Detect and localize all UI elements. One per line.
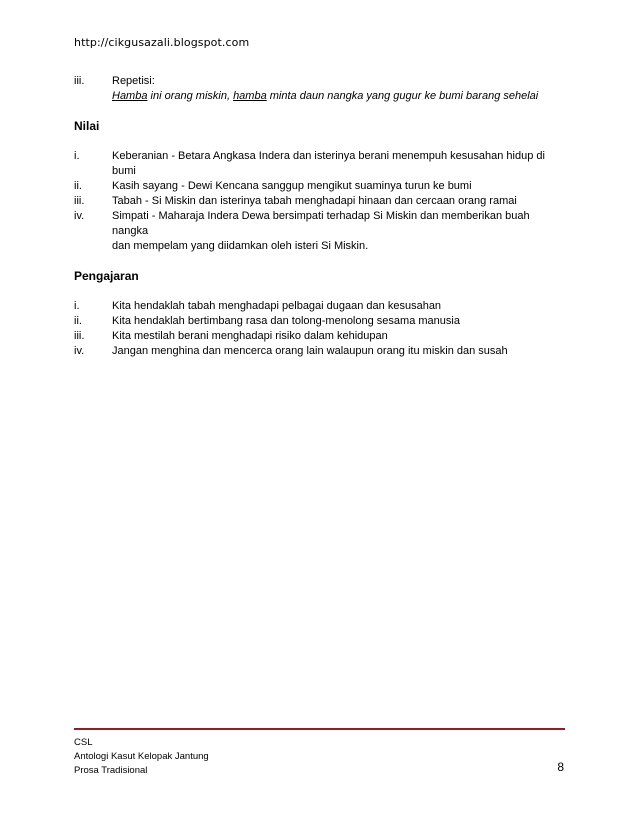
list-item [74,314,564,329]
list-item-continuation [74,239,564,254]
header-url: http://cikgusazali.blogspot.com [74,36,250,49]
list-number: iv. [74,345,85,357]
list-text: Jangan menghina dan mencerca orang lain walaupun orang itu miskin dan susah [112,345,508,357]
list-number: iv. [74,210,85,222]
repetisi-text [112,89,564,104]
repetisi-word-1: Hamba [112,90,148,102]
list-text: Kita hendaklah bertimbang rasa dan tolong-menolong sesama manusia [112,315,460,327]
list-item [74,344,564,359]
repetisi-word-3: hamba [233,90,267,102]
footer-line: Prosa Tradisional [74,765,148,776]
repetisi-label: Repetisi: [112,75,155,87]
list-text: Tabah - Si Miskin dan isterinya tabah menghadapi hinaan dan cercaan orang ramai [112,195,517,207]
list-number: i. [74,300,80,312]
page-content [74,74,564,359]
list-number: iii. [74,330,85,342]
list-number: iii. [74,75,85,87]
footer-line: CSL [74,737,93,748]
repetisi-word-2: ini orang miskin, [147,90,234,102]
list-text: Simpati - Maharaja Indera Dewa bersimpati terhadap Si Miskin dan memberikan buah nangka [112,210,530,237]
page-number: 8 [557,760,564,774]
list-item [74,329,564,344]
list-text: Kita mestilah berani menghadapi risiko dalam kehidupan [112,330,388,342]
list-item [74,179,564,194]
footer-line: Antologi Kasut Kelopak Jantung [74,751,209,762]
list-text: Kita hendaklah tabah menghadapi pelbagai dugaan dan kesusahan [112,300,442,312]
list-item [74,299,564,314]
list-item [74,149,564,179]
list-number: i. [74,150,80,162]
list-number: ii. [74,315,82,327]
repetisi-word-4: minta daun nangka yang gugur ke bumi barang sehelai [266,90,539,102]
footer [74,736,209,778]
list-item [74,194,564,209]
list-number: iii. [74,195,85,207]
list-text: Keberanian - Betara Angkasa Indera dan isterinya berani menempuh kesusahan hidup di bumi [112,150,545,177]
list-text: Kasih sayang - Dewi Kencana sanggup mengikut suaminya turun ke bumi [112,180,472,192]
footer-rule [74,728,565,730]
list-item [74,209,564,239]
list-text: dan mempelam yang diidamkan oleh isteri Si Miskin. [112,240,369,252]
repetisi-item [74,74,564,89]
pengajaran-heading: Pengajaran [74,269,139,283]
repetisi-example [74,89,564,104]
nilai-heading: Nilai [74,119,100,133]
list-number: ii. [74,180,82,192]
